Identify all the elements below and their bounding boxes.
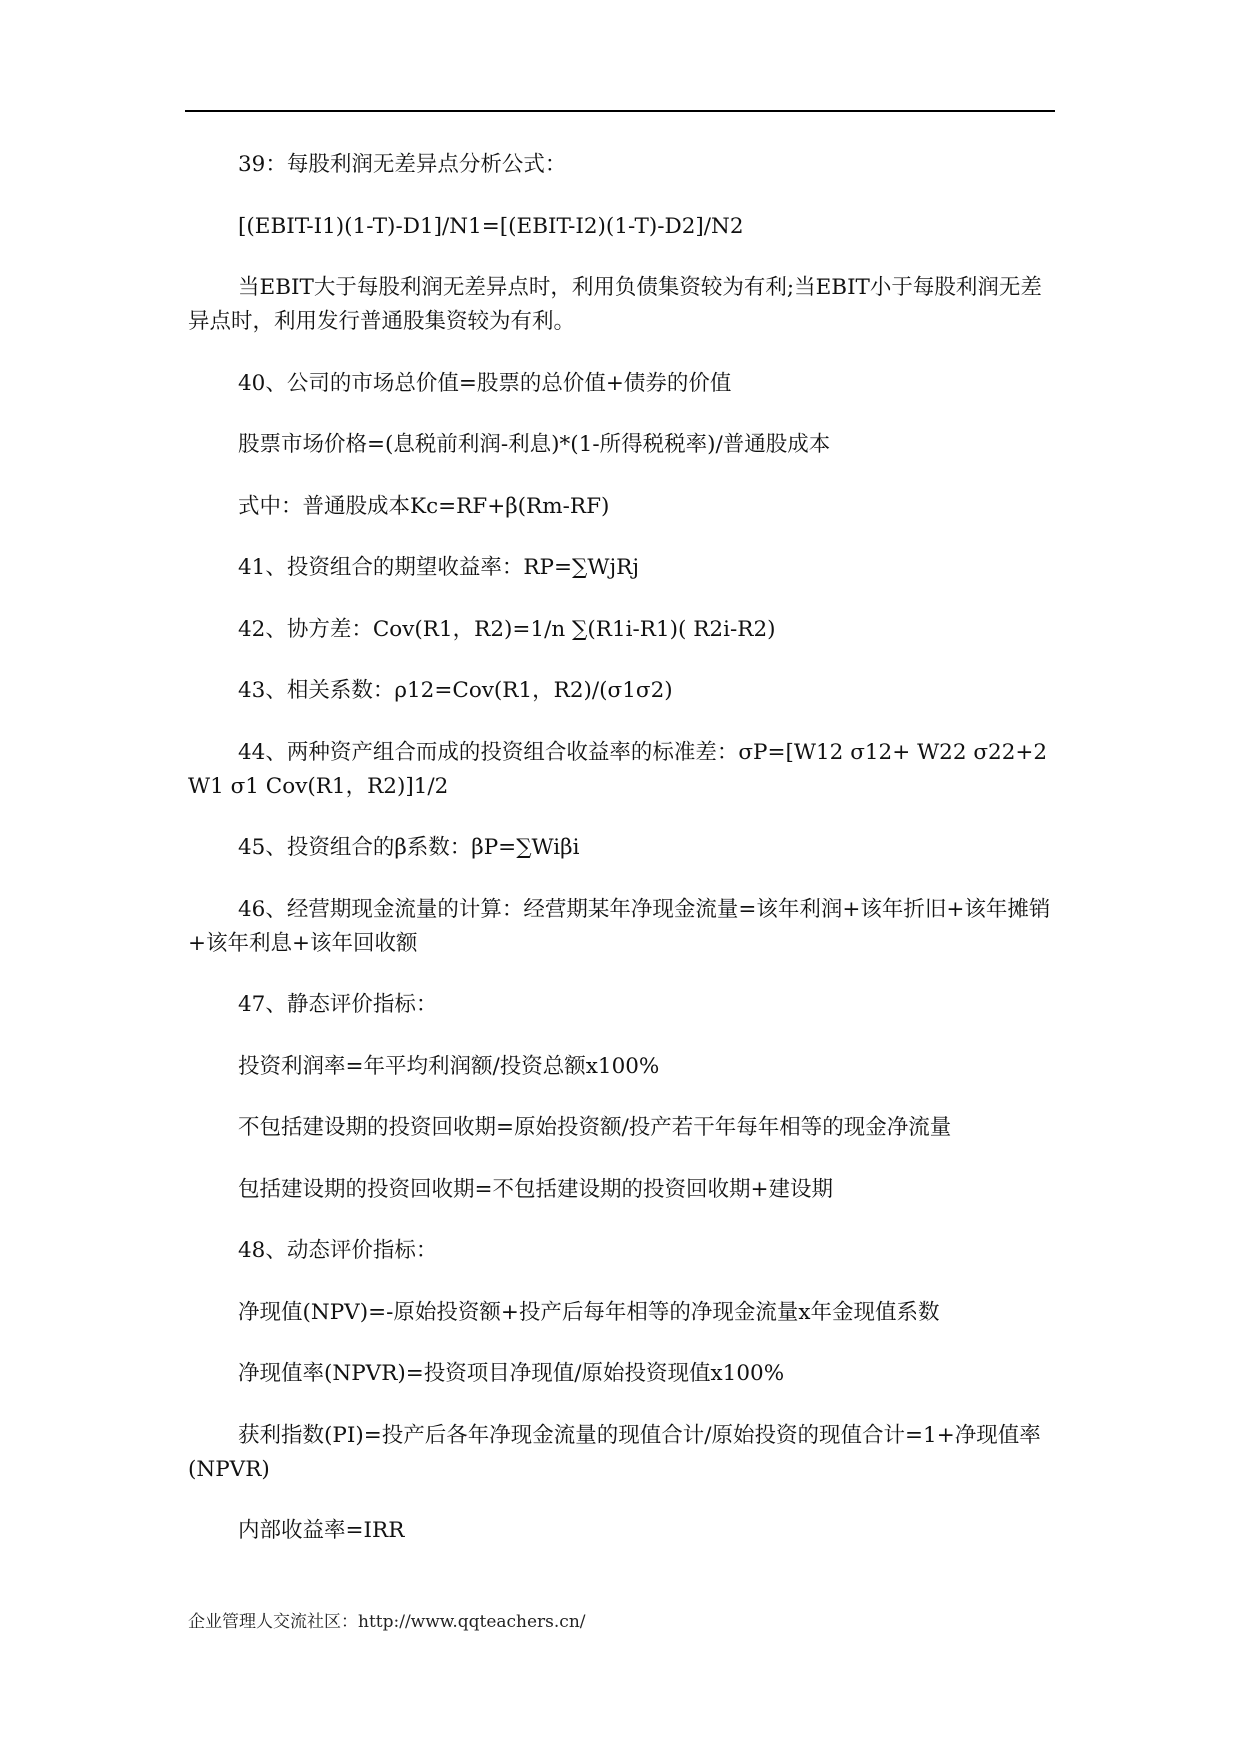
paragraph-48-title: 48、动态评价指标： [238,1238,438,1263]
paragraph-46: 46、经营期现金流量的计算：经营期某年净现金流量=该年利润+该年折旧+该年摊销+该年利息+该年回收额 [188,896,1051,956]
paragraph-48-irr: 内部收益率=IRR [238,1518,405,1543]
paragraph-40-stock-price: 股票市场价格=(息税前利润-利息)*(1-所得税税率)/普通股成本 [238,432,831,457]
paragraph-42: 42、协方差：Cov(R1，R2)=1/n ∑(R1i-R1)( R2i-R2) [238,616,776,642]
paragraph-39-explanation: 当EBIT大于每股利润无差异点时，利用负债集资较为有利;当EBIT小于每股利润无差异点时，利用发行普通股集资较为有利。 [188,275,1042,334]
paragraph-39-formula: [(EBIT-I1)(1-T)-D1]/N1=[(EBIT-I2)(1-T)-D2]/N2 [238,213,744,239]
paragraph-43: 43、相关系数：ρ12=Cov(R1，R2)/(σ1σ2) [238,678,673,703]
paragraph-47-payback-incl: 包括建设期的投资回收期=不包括建设期的投资回收期+建设期 [238,1176,834,1202]
paragraph-48-npv: 净现值(NPV)=-原始投资额+投产后每年相等的净现金流量x年金现值系数 [238,1299,940,1325]
paragraph-48-npvr: 净现值率(NPVR)=投资项目净现值/原始投资现值x100% [238,1361,785,1386]
document-body [188,148,1056,1576]
paragraph-44: 44、两种资产组合而成的投资组合收益率的标准差：σP=[W12 σ12+ W22 σ22+2W1 σ1 Cov(R1，R2)]1/2 [188,739,1048,799]
paragraph-47-payback-excl: 不包括建设期的投资回收期=原始投资额/投产若干年每年相等的现金净流量 [238,1115,952,1140]
paragraph-45: 45、投资组合的β系数：βP=∑Wiβi [238,835,580,860]
paragraph-40-title: 40、公司的市场总价值=股票的总价值+债券的价值 [238,370,732,396]
paragraph-41: 41、投资组合的期望收益率：RP=∑WjRj [238,555,639,580]
paragraph-39-title: 39：每股利润无差异点分析公式： [238,152,567,177]
paragraph-40-cost: 式中：普通股成本Kc=RF+β(Rm-RF) [238,493,610,519]
header-rule [185,110,1055,112]
paragraph-48-pi: 获利指数(PI)=投产后各年净现金流量的现值合计/原始投资的现值合计=1+净现值率(NPVR) [188,1422,1041,1482]
paragraph-47-title: 47、静态评价指标： [238,992,438,1017]
paragraph-47-roi: 投资利润率=年平均利润额/投资总额x100% [238,1053,660,1079]
footer-link-text: 企业管理人交流社区：http://www.qqteachers.cn/ [188,1612,586,1632]
